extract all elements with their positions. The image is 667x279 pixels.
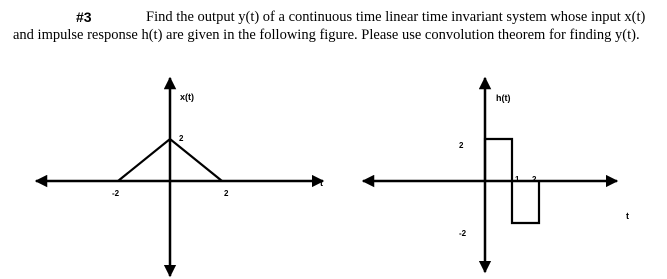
tick-label-neg-2: -2 [112,189,120,198]
tick-label-2-right: 2 [532,175,537,184]
problem-text-line-1: Find the output y(t) of a continuous time linear time invariant system whose input x(t) [146,9,646,25]
tick-label-pos-2-right: 2 [459,141,464,150]
problem-text-line-2: and impulse response h(t) are given in the following figure. Please use convolution theorem for finding y(t). [13,27,640,43]
y-axis-label-x-of-t: x(t) [180,92,194,102]
x-axis-label-t-left: t [320,178,323,188]
problem-number: #3 [76,9,92,25]
y-axis-label-h-of-t: h(t) [496,93,511,103]
peak-label-2: 2 [179,134,184,143]
plot-h-of-t [363,78,629,272]
tick-label-1: 1 [515,175,520,184]
tick-label-neg-2-right: -2 [459,229,467,238]
plot-x-of-t [36,78,323,276]
tick-label-pos-2: 2 [224,189,229,198]
x-axis-label-t-right: t [626,211,629,221]
